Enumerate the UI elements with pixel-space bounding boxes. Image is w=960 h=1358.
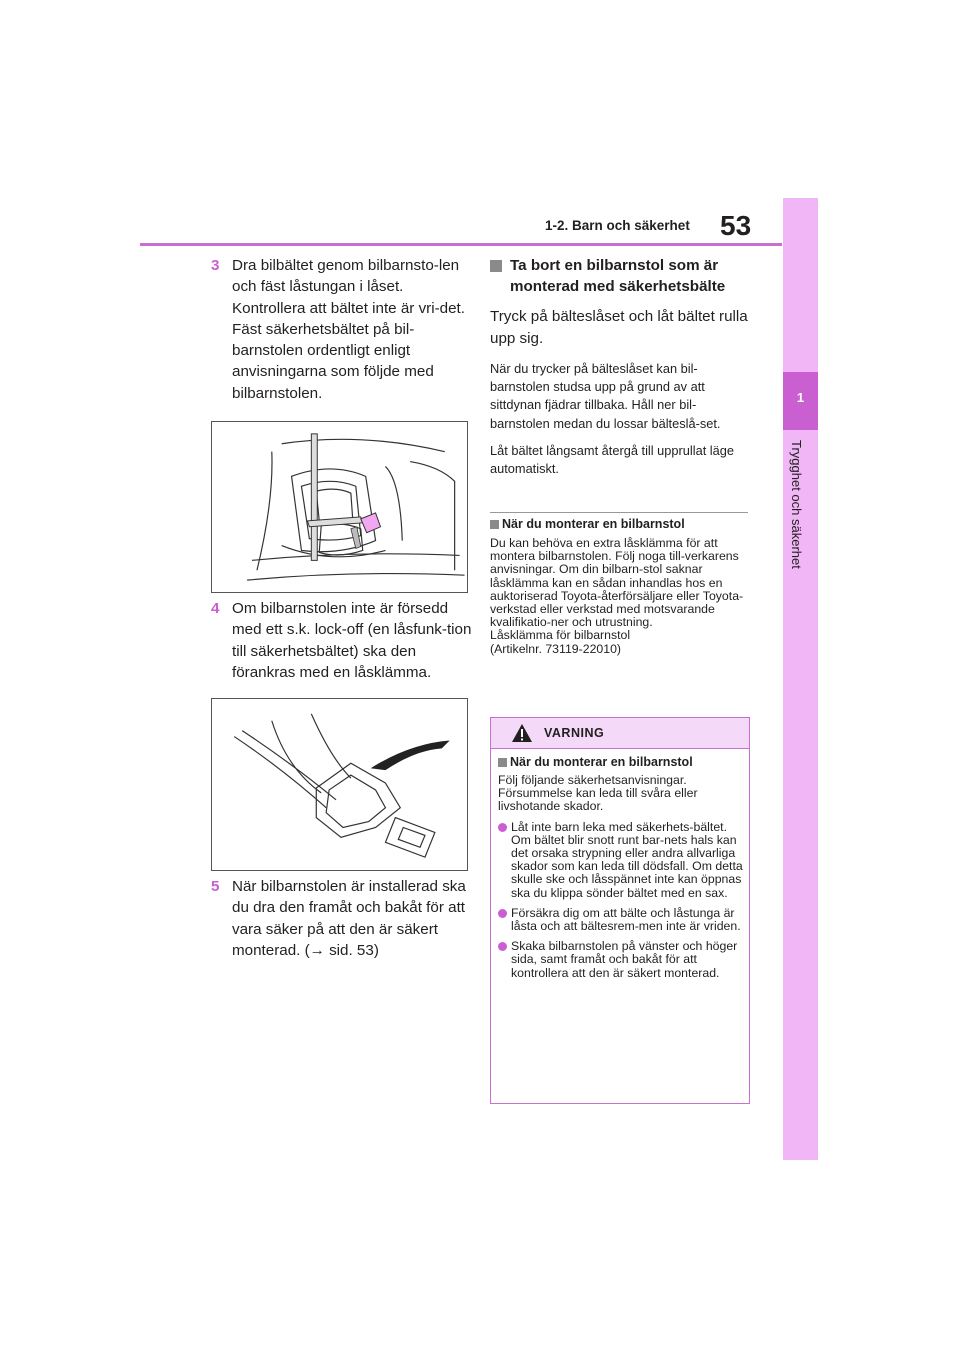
warning-bullet: Försäkra dig om att bälte och låstunga är låsta och att bältesrem-men inte är vriden. (498, 907, 743, 933)
section-title: 1-2. Barn och säkerhet (545, 218, 690, 233)
square-bullet-icon (498, 758, 507, 767)
warning-title: VARNING (544, 726, 605, 740)
bullet-dot-icon (498, 942, 507, 951)
warning-box (490, 717, 750, 1104)
square-bullet-icon (490, 520, 499, 529)
mounting-section (490, 517, 752, 656)
step-4 (211, 598, 473, 683)
bullet-dot-icon (498, 909, 507, 918)
step-3 (211, 255, 473, 404)
removal-heading: Ta bort en bilbarnstol som är monterad med säkerhetsbälte (490, 255, 752, 297)
chapter-side-tab[interactable] (783, 198, 818, 1160)
child-seat-illustration (211, 421, 468, 593)
removal-note: När du trycker på bälteslåset kan bil-barnstolen studsa upp på grund av att sittdynan fjädrar tillbaka. Håll ner bil-barnstolen medan du lossar bälteslå-set. (490, 361, 721, 431)
section-divider (490, 512, 748, 513)
warning-body (491, 749, 749, 980)
bullet-dot-icon (498, 823, 507, 832)
part-number: (Artikelnr. 73119-22010) (490, 641, 622, 656)
step-5 (211, 876, 473, 961)
mounting-text: Du kan behöva en extra låsklämma för att montera bilbarnstolen. Följ noga till-verkarens anvisningar. Om din bilbarn-stol saknar låsklämma kan en sådan inhandlas hos en auktoriserad Toyota-återförsäljare eller Toyota-verkstad eller verkstad med motsvarande kvalifikatio-ner och utrustning. (490, 536, 744, 630)
chapter-number: 1 (796, 390, 805, 405)
step-number: 5 (211, 878, 220, 895)
removal-note: Låt bältet långsamt återgå till upprullat läge automatiskt. (490, 442, 735, 477)
step-text: Dra bilbältet genom bilbarnsto-len och fäst låstungan i låset. Kontrollera att bältet inte är vri-det. Fäst säkerhetsbältet på bil-barnstolen ordentligt enligt anvisningarna som följde med bilbarnstolen. (232, 257, 465, 402)
removal-instruction: Tryck på bälteslåset och låt bältet rulla upp sig. (490, 308, 748, 347)
header-divider (140, 243, 782, 246)
chapter-label: Trygghet och säkerhet (789, 440, 804, 569)
locking-clip-drawing (212, 699, 467, 870)
warning-heading: När du monterar en bilbarnstol (498, 755, 743, 769)
mounting-heading: När du monterar en bilbarnstol (490, 517, 752, 531)
warning-intro: Följ följande säkerhetsanvisningar. Försummelse kan leda till svåra eller livshotande skador. (498, 773, 698, 814)
step-text: Om bilbarnstolen inte är försedd med ett s.k. lock-off (en låsfunk-tion till säkerhetsbältet) ska den förankras med en låsklämma. (232, 600, 472, 681)
step-number: 4 (211, 600, 220, 617)
warning-bullet: Låt inte barn leka med säkerhets-bältet. Om bältet blir snott runt bar-nets hals kan det orsaka strypning eller andra allvarliga skador som kan leda till dödsfall. Om detta skulle ske och låsspännet inte kan öppnas ska du klippa sönder bältet med en sax. (498, 821, 743, 900)
step-text: När bilbarnstolen är installerad ska du dra den framåt och bakåt för att vara säker på att den är säkert monterad. (→ sid. 53) (232, 878, 466, 959)
locking-clip-illustration (211, 698, 468, 871)
removal-section (490, 255, 752, 478)
warning-triangle-icon (511, 723, 533, 743)
warning-header (491, 718, 749, 749)
page-reference-link[interactable]: sid. 53) (324, 941, 379, 959)
page-number: 53 (720, 210, 752, 241)
arrow-icon: → (309, 941, 325, 959)
child-seat-drawing (212, 422, 467, 592)
part-name: Låsklämma för bilbarnstol (490, 628, 631, 643)
square-bullet-icon (490, 260, 502, 272)
warning-bullet: Skaka bilbarnstolen på vänster och höger sida, samt framåt och bakåt för att kontrollera att den är säkert monterad. (498, 940, 743, 980)
step-number: 3 (211, 257, 220, 274)
